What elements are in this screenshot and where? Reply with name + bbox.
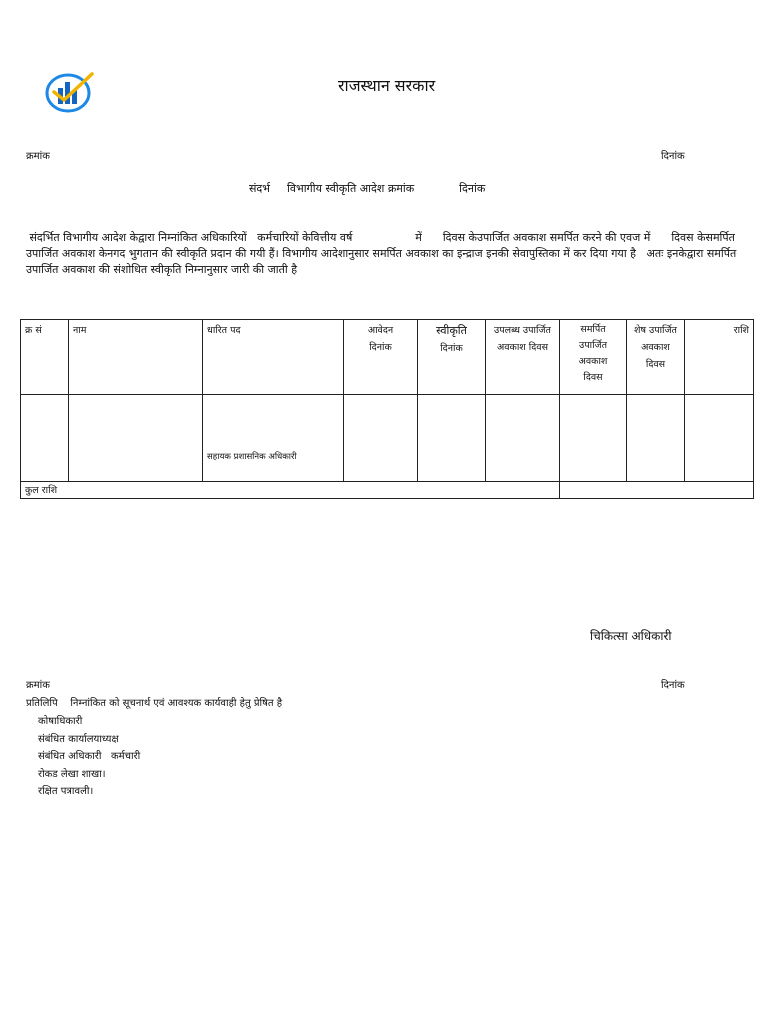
paragraph-line-1: संदर्भित विभागीय आदेश केद्वारा निम्नांकित अधिकारियों कर्मचारियों केवित्तीय वर्ष में दिवस केउपार्जित अवकाश समर्पित करने की एवज में दिवस केसमर्पित — [26, 231, 735, 244]
copy-to-line: प्रतिलिपि निम्नांकित को सूचनार्थ एवं आवश्यक कार्यवाही हेतु प्रेषित है — [26, 698, 283, 709]
total-label: कुल राशि — [21, 482, 560, 499]
header-remaining-leave: शेष उपार्जित अवकाश दिवस — [627, 320, 685, 395]
sandarbh-label: संदर्भ — [249, 182, 271, 195]
header-sno: क्र सं — [21, 320, 69, 395]
recipient-list — [38, 713, 140, 801]
header-surrendered-leave: समर्पित उपार्जित अवकाश दिवस — [560, 320, 627, 395]
list-item: रक्षित पत्रावली। — [38, 786, 94, 797]
header-available-leave: उपलब्ध उपार्जित अवकाश दिवस — [486, 320, 560, 395]
body-paragraph — [26, 230, 746, 278]
reference-line — [249, 181, 485, 196]
total-row — [21, 482, 754, 499]
paragraph-line-2: उपार्जित अवकाश केनगद भुगतान की स्वीकृति प्रदान की गयी हैं। विभागीय आदेशानुसार समर्पित अवकाश का इन्द्राज इनकी सेवापुस्तिका में कर दिया गया है अतः इनकेद्वारा समर्पित — [26, 247, 737, 260]
order-date-label: दिनांक — [459, 182, 486, 195]
header-application-date: आवेदन दिनांक — [344, 320, 418, 395]
copy-dinank-label: दिनांक — [661, 680, 685, 691]
header-sanction-date: स्वीकृति दिनांक — [418, 320, 486, 395]
list-item: कोषाधिकारी — [38, 716, 83, 727]
page-title: राजस्थान सरकार — [338, 76, 436, 95]
officer-signature: चिकित्सा अधिकारी — [590, 629, 672, 643]
order-number-label: विभागीय स्वीकृति आदेश क्रमांक — [287, 182, 415, 195]
header-amount: राशि — [685, 320, 754, 395]
list-item: संबंधित कार्यालयाध्यक्ष — [38, 733, 119, 745]
paragraph-line-3: उपार्जित अवकाश की संशोधित स्वीकृति निम्नानुसार जारी की जाती है — [26, 263, 298, 276]
leave-table — [20, 319, 754, 499]
kramank-label: क्रमांक — [26, 151, 50, 162]
rajasthan-logo — [44, 70, 96, 114]
header-post: धारित पद — [203, 320, 344, 395]
total-amount-cell — [560, 482, 754, 499]
copy-kramank-label: क्रमांक — [26, 680, 50, 691]
header-name: नाम — [69, 320, 203, 395]
table-header-row — [21, 320, 754, 395]
list-item: रोकड लेखा शाखा। — [38, 768, 106, 780]
list-item: संबंधित अधिकारी कर्मचारी — [38, 751, 141, 762]
dinank-label: दिनांक — [661, 151, 685, 162]
post-cell: सहायक प्रशासनिक अधिकारी — [207, 452, 297, 462]
table-row — [21, 395, 754, 482]
